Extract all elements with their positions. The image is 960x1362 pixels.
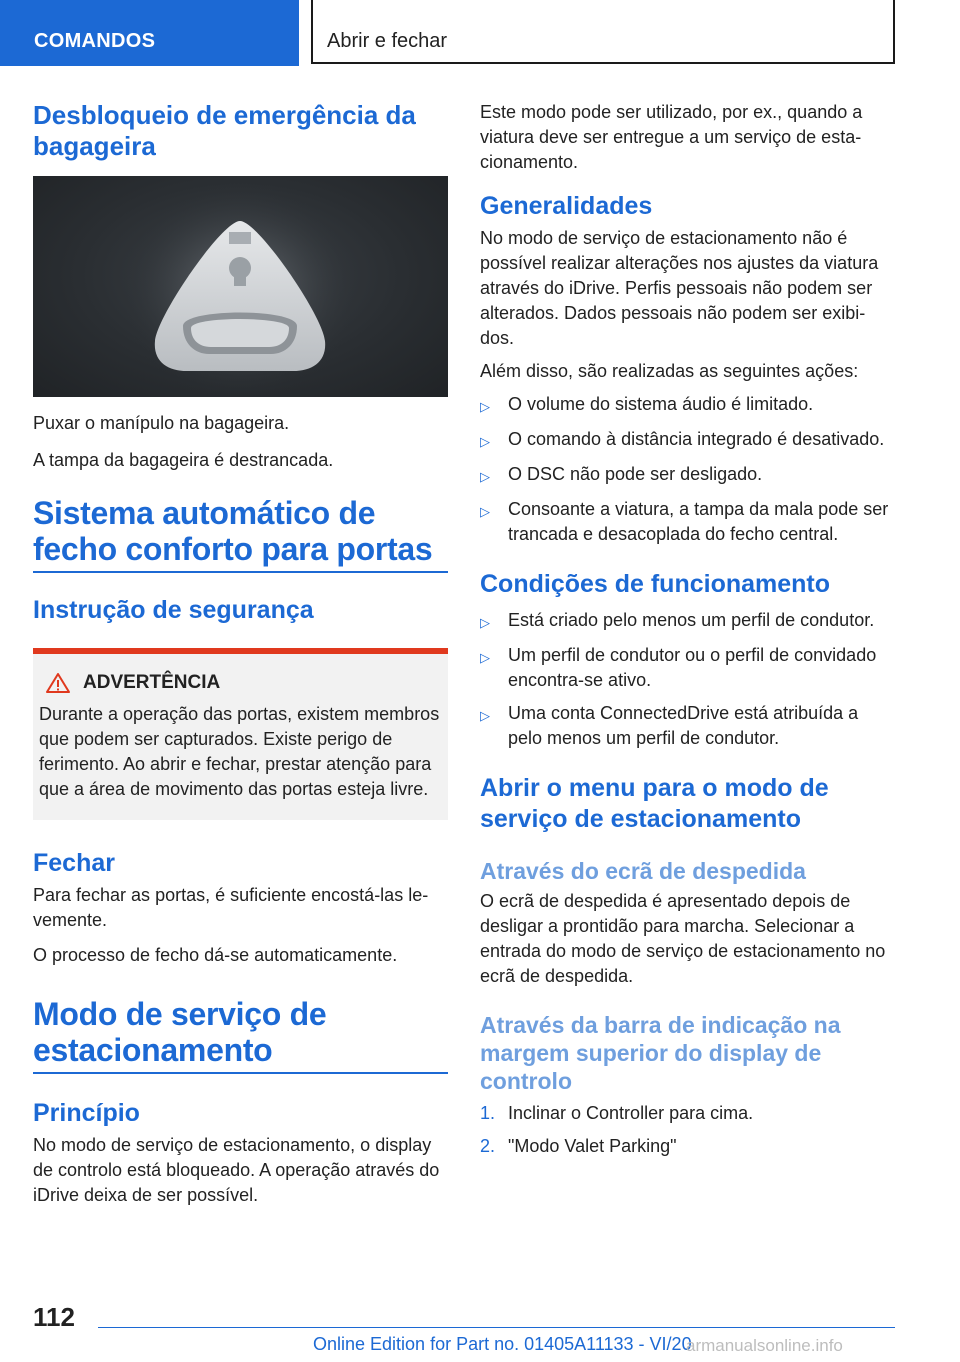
steps-list — [480, 1101, 892, 1159]
general-bullet-list — [480, 392, 892, 547]
trunk-handle-photo — [33, 176, 448, 397]
page-number: 112 — [33, 1302, 75, 1332]
triangle-bullet-icon: ▷ — [480, 434, 490, 449]
list-item: ▷ Está criado pelo menos um perfil de condutor. — [480, 608, 892, 635]
list-item: 1. Inclinar o Controller para cima. — [480, 1103, 754, 1123]
heading-safety-instruction: Instrução de segurança — [33, 596, 314, 624]
heading-open-valet-menu: Abrir o menu para o modo de serviço de estacionamento — [480, 774, 829, 833]
heading-status-bar: Através da barra de indicação na margem superior do display de controlo — [480, 1012, 841, 1094]
heading-principle: Princípio — [33, 1099, 140, 1127]
right-column — [480, 100, 892, 1159]
general-text-2: Além disso, são realizadas as seguintes ações: — [480, 361, 859, 381]
heading-comfort-closing: Sistema automático de fecho conforto para portas — [33, 495, 448, 573]
triangle-bullet-icon: ▷ — [480, 504, 490, 519]
farewell-text: O ecrã de despedida é apresentado depois de desligar a prontidão para marcha. Selecionar a entrada do modo de serviço de estacionamento no ecrã de despedida. — [480, 891, 886, 986]
trunk-handle-illustration — [33, 176, 448, 397]
triangle-bullet-icon: ▷ — [480, 399, 490, 414]
principle-text: No modo de serviço de estacionamento, o display de controlo está bloqueado. A operação através do iDrive deixa de ser possível. — [33, 1135, 440, 1205]
header-chapter-box — [311, 0, 895, 64]
triangle-bullet-icon: ▷ — [480, 615, 490, 630]
list-item: ▷ O comando à distância integrado é desativado. — [480, 427, 892, 454]
list-item: ▷ O DSC não pode ser desligado. — [480, 462, 892, 489]
heading-operating-conditions: Condições de funcionamento — [480, 570, 831, 598]
footer-watermark: armanualsonline.info — [686, 1336, 843, 1355]
triangle-bullet-icon: ▷ — [480, 650, 490, 665]
footer-edition: Online Edition for Part no. 01405A11133 - VI/20 — [313, 1334, 692, 1354]
header-section-tab — [0, 0, 299, 66]
close-text-2: O processo de fecho dá-se automaticamente. — [33, 945, 398, 965]
emergency-text-1: Puxar o manípulo na bagageira. — [33, 413, 290, 433]
list-item: ▷ Um perfil de condutor ou o perfil de convidado encontra-se ativo. — [480, 643, 892, 693]
header-section-label: COMANDOS — [34, 30, 156, 52]
triangle-bullet-icon: ▷ — [480, 708, 490, 723]
heading-emergency-unlock: Desbloqueio de emergência da bagageira — [33, 100, 416, 161]
warning-triangle-icon — [45, 672, 71, 694]
warning-text: Durante a operação das portas, existem membros que podem ser capturados. Existe perigo de ferimento. Ao abrir e fechar, prestar atenção para que a área de movimento das portas esteja livre. — [39, 704, 440, 799]
header-chapter-label: Abrir e fechar — [327, 30, 448, 52]
heading-valet-mode: Modo de serviço de estacionamento — [33, 996, 448, 1074]
heading-close: Fechar — [33, 849, 115, 877]
triangle-bullet-icon: ▷ — [480, 469, 490, 484]
close-text-1: Para fechar as portas, é suficiente encostá-las levemente. — [33, 885, 429, 930]
warning-box — [33, 648, 448, 820]
general-text-1: No modo de serviço de estacionamento não é possível realizar alterações nos ajustes da viatura através do iDrive. Perfis pessoais não podem ser alterados. Dados pessoais não podem ser exibidos. — [480, 228, 879, 348]
list-item: 2. "Modo Valet Parking" — [480, 1136, 677, 1156]
intro-text: Este modo pode ser utilizado, por ex., quando a viatura deve ser entregue a um serviço de estacionamento. — [480, 102, 863, 172]
heading-farewell-screen: Através do ecrã de despedida — [480, 858, 806, 884]
warning-title: ADVERTÊNCIA — [83, 672, 221, 693]
list-item: ▷ Uma conta ConnectedDrive está atribuída a pelo menos um perfil de condutor. — [480, 701, 892, 751]
conditions-bullet-list — [480, 608, 892, 751]
warning-header — [39, 672, 440, 694]
emergency-text-2: A tampa da bagageira é destrancada. — [33, 450, 334, 470]
footer-divider — [98, 1327, 895, 1328]
heading-general: Generalidades — [480, 192, 653, 220]
list-item: ▷ Consoante a viatura, a tampa da mala pode ser trancada e desacoplada do fecho central. — [480, 497, 892, 547]
list-item: ▷ O volume do sistema áudio é limitado. — [480, 392, 892, 419]
left-column — [33, 100, 448, 1208]
